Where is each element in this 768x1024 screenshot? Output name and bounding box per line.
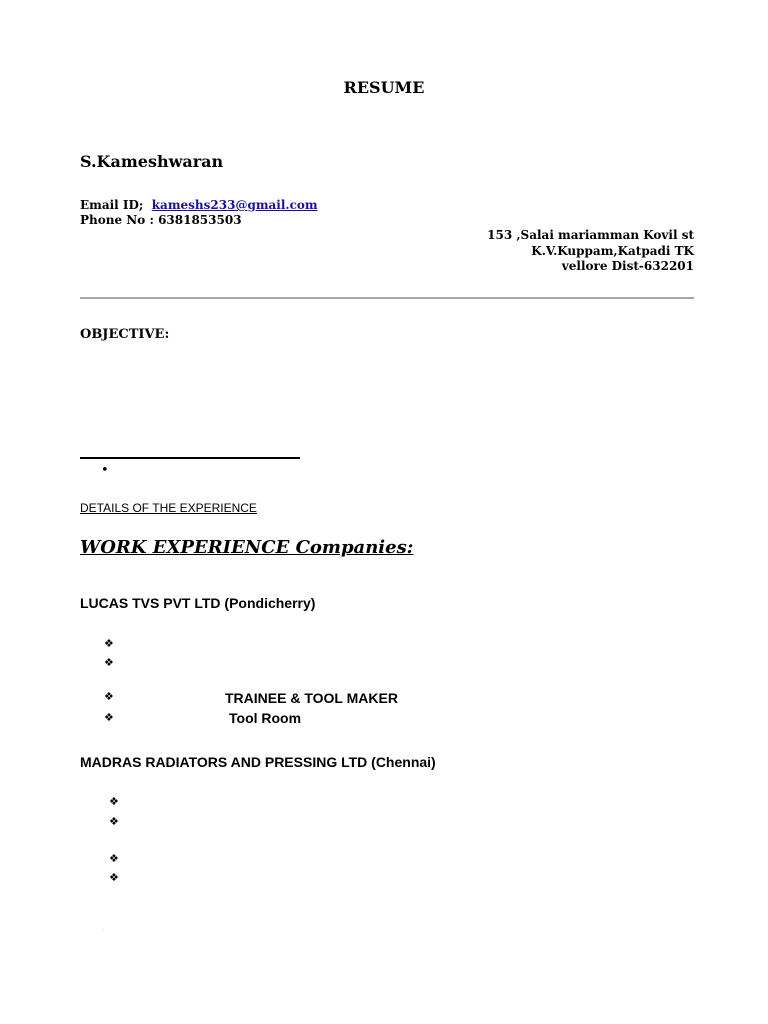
bullet-icon: • bbox=[101, 463, 109, 478]
address-line-1: 153 ,Salai mariamman Kovil st bbox=[487, 228, 694, 242]
work-experience-heading: WORK EXPERIENCE Companies: bbox=[80, 537, 414, 558]
diamond-bullet-icon: ❖ bbox=[109, 815, 119, 828]
diamond-bullet-icon: ❖ bbox=[109, 795, 119, 808]
phone-number: 6381853503 bbox=[158, 213, 242, 227]
resume-title: RESUME bbox=[343, 78, 425, 97]
address-line-2: K.V.Kuppam,Katpadi TK bbox=[531, 244, 694, 258]
email-link[interactable]: kameshs233@gmail.com bbox=[151, 198, 318, 212]
company-name-2: MADRAS RADIATORS AND PRESSING LTD (Chennai) bbox=[80, 754, 436, 770]
diamond-bullet-icon: ❖ bbox=[104, 711, 114, 724]
role-title: TRAINEE & TOOL MAKER bbox=[225, 690, 398, 706]
email-row bbox=[80, 198, 318, 212]
diamond-bullet-icon: ❖ bbox=[104, 690, 114, 703]
section-underline bbox=[80, 457, 300, 459]
horizontal-divider bbox=[80, 297, 694, 299]
details-heading: DETAILS OF THE EXPERIENCE bbox=[80, 501, 257, 515]
diamond-bullet-icon: ❖ bbox=[109, 871, 119, 884]
company-name-1: LUCAS TVS PVT LTD (Pondicherry) bbox=[80, 595, 316, 611]
phone-label: Phone No : bbox=[80, 213, 154, 227]
diamond-bullet-icon: ❖ bbox=[104, 656, 114, 669]
email-label: Email ID; bbox=[80, 198, 144, 212]
diamond-bullet-icon: ❖ bbox=[109, 852, 119, 865]
department: Tool Room bbox=[229, 710, 302, 726]
trailing-mark: . bbox=[102, 926, 104, 933]
candidate-name: S.Kameshwaran bbox=[80, 152, 224, 171]
phone-row bbox=[80, 213, 242, 227]
diamond-bullet-icon: ❖ bbox=[104, 637, 114, 650]
address-line-3: vellore Dist-632201 bbox=[561, 259, 694, 273]
objective-heading: OBJECTIVE: bbox=[80, 327, 170, 342]
